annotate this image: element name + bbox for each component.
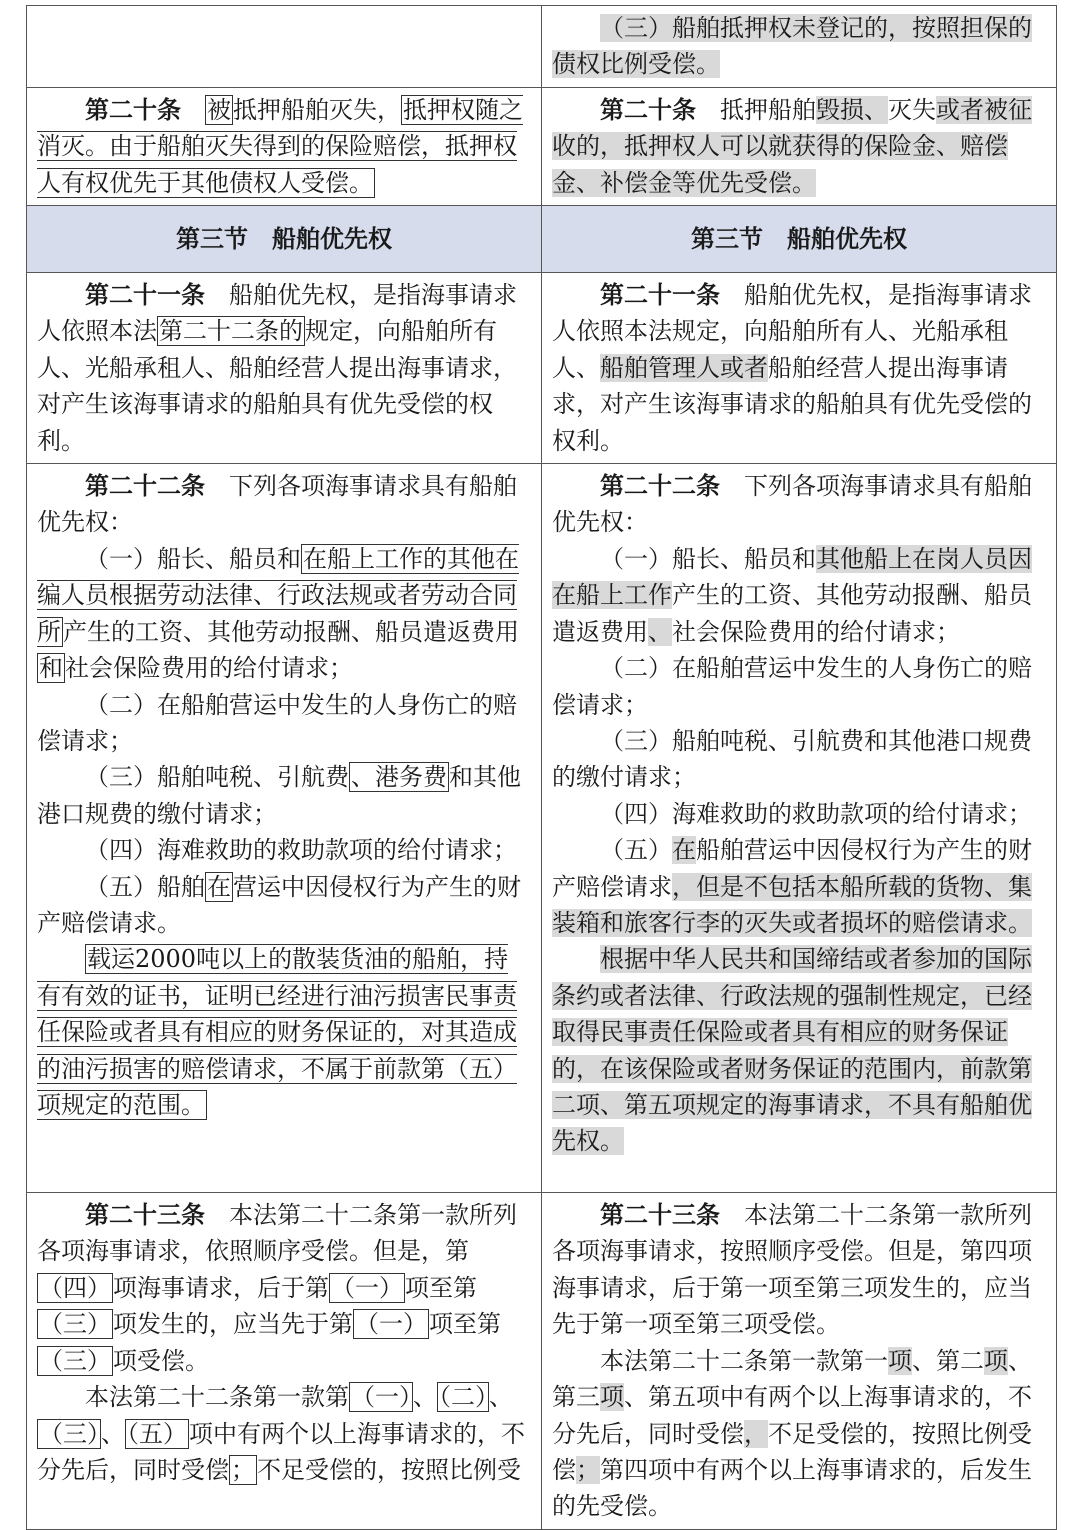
article-text: 灭失 [888,95,936,124]
item-text: （三）船舶吨税、引航费 [85,763,349,792]
changed-text: （四） [39,1273,111,1302]
new-text-cell [542,87,1057,205]
article-text: 、第五项中有两个以上海事请求的，不分先后，同时受偿 [552,1383,1032,1448]
item-text: （一）船长、船员和 [600,544,816,573]
changed-text: （一） [331,1273,403,1302]
item-text: （五） [600,836,672,865]
old-text-cell [27,1193,542,1530]
article-text: 抵押船舶 [720,95,816,124]
article-text: 船舶经营人提出海事请求，对产生该海事请求的船舶具有优先受偿的权利。 [552,353,1032,455]
article-text: 本法第二十二条第一款第 [85,1383,349,1412]
article-text: 项至第 [429,1310,501,1339]
article-text: 不足受偿的，按照比例受 [257,1455,521,1484]
table-row [27,6,1057,88]
changed-text: ； [231,1455,255,1484]
item-text: 产生的工资、其他劳动报酬、船员遣返费用 [552,581,1032,646]
old-text-cell [27,273,542,464]
article-text: 本法第二十二条第一款第一 [600,1346,888,1375]
changed-text: （五） [127,1419,187,1448]
article-text: 第四项中有两个以上海事请求的，后发生的先受偿。 [552,1455,1032,1521]
added-text: 在该保险或者财务保证的范围内，前款第二项、第五项规定的海事请求，不具有船舶优先权。 [552,1054,1032,1156]
article-text: 本法第二十二条第一款所列各项海事请求，依照顺序受偿。但是，第 [37,1201,517,1266]
item-text: 社会保险费用的给付请求； [672,617,960,646]
new-text-cell [542,6,1057,88]
added-text: 其他船上在岗人员因在船上工作 [552,544,1032,610]
article-text: 、第三 [552,1346,1032,1412]
added-text: 船舶管理人或者 [600,353,768,382]
article-title: 第二十二条 [85,472,205,501]
article-title: 第二十三条 [85,1201,205,1230]
item-text: （二）在船舶营运中发生的人身伤亡的赔偿请求； [552,654,1032,719]
table-row [27,1193,1057,1530]
article-text: 不足受偿的，按照比例受偿 [552,1419,1032,1484]
new-text-cell [542,273,1057,464]
added-text: 在 [672,836,696,865]
changed-text: （三） [39,1310,111,1339]
item-text: 产生的工资、其他劳动报酬、船员遣返费用 [63,617,519,646]
old-text-cell [27,6,542,88]
changed-text: （三） [39,1346,111,1375]
article-text: 项中有两个以上海事请求的，不分先后，同时受偿 [37,1419,525,1484]
item-text: （四）海难救助的救助款项的给付请求； [600,799,1032,828]
changed-text: 在船上工作的其他在编人员根据劳动法律、行政法规或者劳动合同所 [37,544,519,646]
article-text: 、 [413,1383,437,1412]
article-text: 下列各项海事请求具有船舶优先权： [37,472,517,537]
changed-text: 、港务费 [351,763,447,792]
changed-text: 载运2000吨以上的散装货油的船舶，持有有效的证书，证明已经进行油污损害民事责任保险或者具有相应的财务保证的，对其造成的油污损害的赔偿请求，不属于前款第（五）项规定的范围。 [37,945,517,1119]
article-text: 规定，向船舶所有人、光船承租人、船舶经营人提出海事请求，对产生该海事请求的船舶具有优先受偿的权利。 [37,317,517,455]
article-text: 下列各项海事请求具有船舶优先权： [552,472,1032,537]
old-text-cell [27,87,542,205]
changed-text: 和 [39,654,63,683]
article-title: 第二十条 [85,95,181,124]
table-row [27,464,1057,1193]
changed-text: 第二十二条的 [159,317,303,346]
added-text: ； [576,1455,600,1484]
article-text: 、 [101,1419,125,1448]
item-text: 营运中因侵权行为产生的财产赔偿请求。 [37,872,521,937]
law-comparison-table [26,5,1057,1530]
table-row [27,87,1057,205]
changed-text: 抵押权随之消灭。由于船舶灭失得到的保险赔偿，抵押权人有权优先于其他债权人受偿。 [37,95,523,197]
added-text: 项 [888,1346,912,1375]
changed-text: （一） [355,1310,427,1339]
article-text: 船舶优先权，是指海事请求人依照本法 [37,281,517,346]
added-text: ， [744,1419,768,1448]
item-text: 和其他港口规费的缴付请求； [37,763,521,828]
article-text: 、第二 [912,1346,984,1375]
item-text: 社会保险费用的给付请求； [65,654,353,683]
section-header-row [27,206,1057,273]
item-text: 船舶营运中因侵权行为产生的财产赔偿请求 [552,836,1032,901]
new-text-cell [542,1193,1057,1530]
added-text: 毁损、 [816,95,888,124]
changed-text: 被 [207,95,231,124]
changed-text: （三） [39,1419,99,1448]
article-text: 抵押船舶灭失， [233,95,401,124]
article-title: 第二十三条 [600,1201,720,1230]
changed-text: （一） [351,1383,411,1412]
new-text-cell [542,464,1057,1193]
article-text: 船舶优先权，是指海事请求人依照本法规定，向船舶所有人、光船承租人、 [552,281,1032,382]
old-text-cell [27,464,542,1193]
table-row [27,273,1057,464]
section-title: 第三节 船舶优先权 [542,206,1057,273]
article-text: 项至第 [405,1273,477,1302]
article-title: 第二十二条 [600,472,720,501]
article-text: 项海事请求，后于第 [113,1273,329,1302]
changed-text: 在 [207,872,231,901]
article-text: 、 [489,1383,513,1412]
article-title: 第二十条 [600,95,696,124]
added-text: 根据中华人民共和国缔结或者参加的国际条约或者法律、行政法规的强制性规定，已经取得民事责任保险或者具有相应的财务保证的， [552,945,1032,1083]
article-title: 第二十一条 [85,281,205,310]
changed-text: （二） [439,1383,487,1412]
added-text: 或者被征收的，抵押权人可以就获得的保险金、赔偿金、补偿金等优先受偿。 [552,95,1032,197]
item-text: （一）船长、船员和 [85,544,301,573]
added-text: ，但是不包括本船所载的货物、集装箱和旅客行李的灭失或者损坏的赔偿请求 [552,872,1032,937]
item-text: （五）船舶 [85,872,205,901]
article-text: 项受偿。 [113,1346,209,1375]
article-text: （三）船舶抵押权未登记的，按照担保的债权比例受偿。 [552,14,1032,79]
article-title: 第二十一条 [600,281,720,310]
article-text: 项发生的，应当先于第 [113,1310,353,1339]
item-text: （二）在船舶营运中发生的人身伤亡的赔偿请求； [37,690,517,755]
item-text: （四）海难救助的救助款项的给付请求； [85,836,517,865]
added-text: 、 [648,617,672,646]
added-text: 项 [600,1383,624,1412]
item-text: （三）船舶吨税、引航费和其他港口规费的缴付请求； [552,726,1032,792]
added-text: 。 [1008,908,1032,937]
section-title: 第三节 船舶优先权 [27,206,542,273]
article-text: 本法第二十二条第一款所列各项海事请求，按照顺序受偿。但是，第四项海事请求，后于第一项至第三项发生的，应当先于第一项至第三项受偿。 [552,1201,1032,1339]
added-text: 项 [984,1346,1008,1375]
